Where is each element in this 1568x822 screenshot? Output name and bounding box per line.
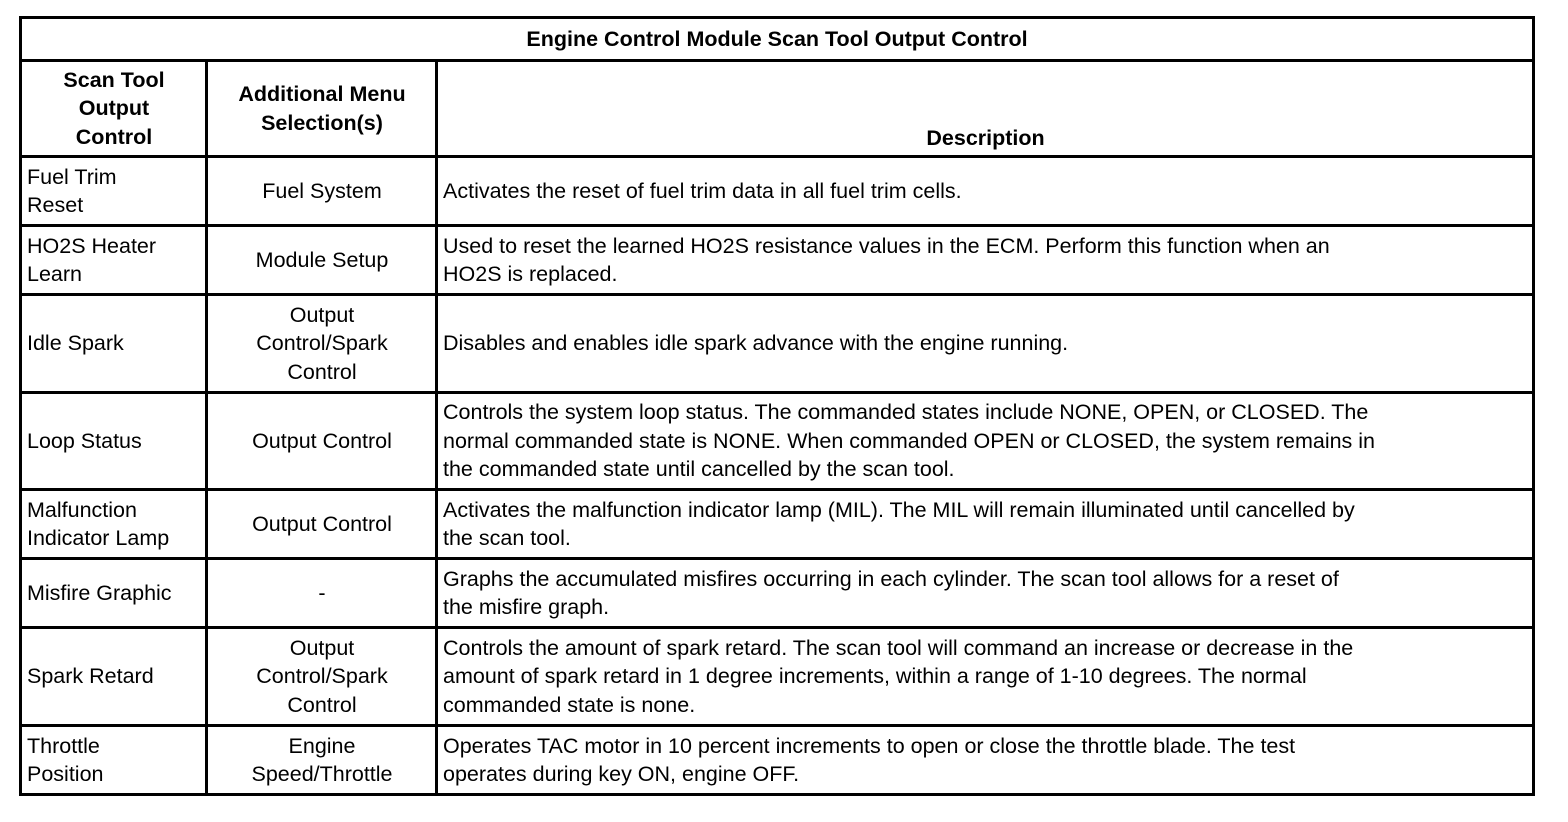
header-row xyxy=(21,61,1534,157)
table-row xyxy=(21,726,1534,795)
cell-output-control xyxy=(21,393,207,490)
cell-output-control xyxy=(21,226,207,295)
cell-output-control xyxy=(21,559,207,628)
table-title-row xyxy=(21,18,1534,61)
cell-line: Learn xyxy=(27,262,82,286)
cell-line: Controls the amount of spark retard. The scan tool will command an increase or decrease in the xyxy=(443,635,1354,660)
cell-line: Indicator Lamp xyxy=(27,526,170,550)
cell-output-control xyxy=(21,157,207,226)
cell-line: Activates the malfunction indicator lamp (MIL). The MIL will remain illuminated until cancelled by xyxy=(443,497,1355,522)
cell-line: Output xyxy=(289,302,355,327)
cell-line: Graphs the accumulated misfires occurring in each cylinder. The scan tool allows for a reset of xyxy=(443,566,1339,591)
cell-description xyxy=(437,628,1534,726)
cell-output-control xyxy=(21,490,207,559)
cell-description xyxy=(437,490,1534,559)
cell-output-control xyxy=(21,295,207,393)
cell-output-control xyxy=(21,726,207,795)
table-row xyxy=(21,157,1534,226)
cell-menu-selection xyxy=(207,628,437,726)
cell-line: Spark Retard xyxy=(27,664,154,689)
table-row xyxy=(21,559,1534,628)
cell-line: Position xyxy=(27,762,104,786)
output-control-table xyxy=(19,16,1535,796)
cell-line: Idle Spark xyxy=(27,331,124,356)
document-sheet xyxy=(19,16,1532,796)
cell-line: the commanded state until cancelled by the scan tool. xyxy=(443,457,955,482)
cell-output-control xyxy=(21,628,207,726)
header-line: Selection(s) xyxy=(261,110,383,135)
cell-line: Control/Spark xyxy=(256,331,388,356)
cell-line: Malfunction xyxy=(27,497,137,522)
table-row xyxy=(21,628,1534,726)
header-additional-menu-selections xyxy=(207,61,437,157)
cell-line: Fuel System xyxy=(262,178,382,203)
cell-line: the scan tool. xyxy=(443,526,571,550)
cell-line: Fuel Trim xyxy=(27,164,117,189)
cell-line: Misfire Graphic xyxy=(27,580,172,605)
cell-line: Reset xyxy=(27,193,84,217)
table-row xyxy=(21,490,1534,559)
cell-line: Disables and enables idle spark advance with the engine running. xyxy=(443,331,1069,356)
cell-menu-selection xyxy=(207,157,437,226)
cell-line: Control xyxy=(287,359,357,384)
cell-line: operates during key ON, engine OFF. xyxy=(443,762,800,786)
cell-line: Used to reset the learned HO2S resistance values in the ECM. Perform this function when an xyxy=(443,233,1330,258)
cell-menu-selection xyxy=(207,559,437,628)
cell-menu-selection xyxy=(207,726,437,795)
cell-line: Output Control xyxy=(252,511,392,536)
cell-line: Control/Spark xyxy=(256,664,388,689)
cell-menu-selection xyxy=(207,393,437,490)
cell-line: Loop Status xyxy=(27,428,142,453)
table-title: Engine Control Module Scan Tool Output Control xyxy=(21,18,1534,61)
cell-line: HO2S Heater xyxy=(27,233,157,258)
table-row xyxy=(21,226,1534,295)
table-row xyxy=(21,393,1534,490)
header-line: Additional Menu xyxy=(238,82,406,106)
cell-description xyxy=(437,726,1534,795)
cell-line: Control xyxy=(287,692,357,717)
cell-line: HO2S is replaced. xyxy=(443,262,618,286)
cell-description xyxy=(437,226,1534,295)
cell-menu-selection xyxy=(207,490,437,559)
header-line: Control xyxy=(75,124,153,149)
header-scan-tool-output-control xyxy=(21,61,207,157)
cell-line: the misfire graph. xyxy=(443,595,610,619)
header-description: Description xyxy=(437,61,1534,157)
cell-line: Engine xyxy=(288,733,356,758)
cell-line: Controls the system loop status. The commanded states include NONE, OPEN, or CLOSED. The xyxy=(443,400,1369,425)
cell-description xyxy=(437,295,1534,393)
cell-line: Operates TAC motor in 10 percent increments to open or close the throttle blade. The test xyxy=(443,733,1296,758)
cell-line: Output xyxy=(289,635,355,660)
cell-description xyxy=(437,393,1534,490)
cell-line: commanded state is none. xyxy=(443,692,696,717)
cell-line: Throttle xyxy=(27,733,100,758)
table-row xyxy=(21,295,1534,393)
cell-menu-selection xyxy=(207,295,437,393)
cell-line: amount of spark retard in 1 degree increments, within a range of 1-10 degrees. The normal xyxy=(443,664,1307,689)
cell-line: Output Control xyxy=(252,428,392,453)
cell-line: - xyxy=(318,580,326,605)
header-line: Output xyxy=(78,96,150,121)
header-line: Scan Tool xyxy=(63,67,165,92)
cell-line: normal commanded state is NONE. When commanded OPEN or CLOSED, the system remains in xyxy=(443,428,1376,453)
cell-menu-selection xyxy=(207,226,437,295)
cell-line: Activates the reset of fuel trim data in all fuel trim cells. xyxy=(443,178,962,203)
cell-line: Speed/Throttle xyxy=(251,762,393,786)
cell-description xyxy=(437,559,1534,628)
cell-description xyxy=(437,157,1534,226)
cell-line: Module Setup xyxy=(255,247,389,272)
